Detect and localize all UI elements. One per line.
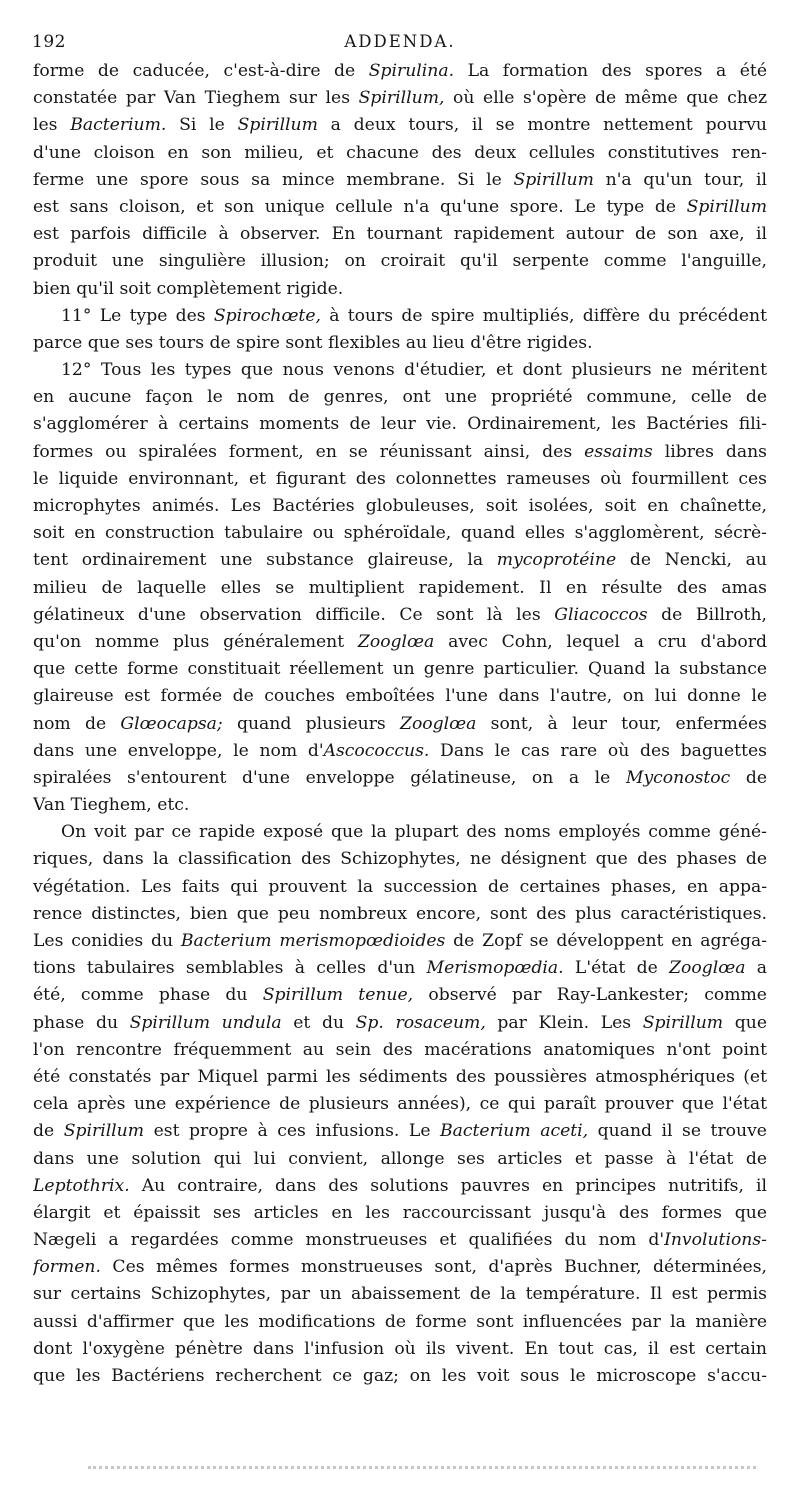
- text-line: [33, 167, 767, 194]
- text-run: Au contraire, dans des solutions pauvres en principes nutritifs, il: [129, 1175, 767, 1196]
- text-run: libres dans: [652, 441, 767, 462]
- text-line: [33, 901, 767, 928]
- text-run: Si le: [166, 115, 238, 136]
- text-run: 12° Tous les types que nous venons d'étudier, et dont plusieurs ne méritent: [61, 360, 767, 381]
- running-head: ADDENDA.: [344, 32, 456, 51]
- text-line: [33, 738, 767, 765]
- text-run: milieu de laquelle elles se multiplient rapidement. Il en résulte des amas: [33, 577, 767, 598]
- text-line: [33, 792, 767, 819]
- text-run: le liquide environnant, et figurant des colonnettes rameuses où fourmillent ces: [33, 468, 767, 489]
- text-run: dans une solution qui lui convient, allonge ses articles et passe à l'état de: [33, 1148, 767, 1169]
- text-line: [33, 547, 767, 574]
- text-line: [33, 1200, 767, 1227]
- italic-term: formen.: [33, 1257, 101, 1278]
- text-line: [33, 575, 767, 602]
- text-run: On voit par ce rapide exposé que la plupart des noms employés comme géné-: [61, 822, 767, 843]
- text-run: constatée par Van Tieghem sur les: [33, 88, 359, 109]
- text-run: avec Cohn, lequel a cru d'abord: [434, 631, 767, 652]
- text-run: végétation. Les faits qui prouvent la succession de certaines phases, en appa-: [33, 876, 767, 897]
- text-run: a: [745, 958, 767, 979]
- text-line: [33, 1173, 767, 1200]
- text-run: par Klein. Les: [485, 1012, 643, 1033]
- text-line: [33, 1146, 767, 1173]
- italic-term: Spirillum,: [358, 88, 445, 109]
- italic-term: Leptothrix.: [33, 1175, 130, 1196]
- italic-term: Involutions-: [664, 1230, 767, 1251]
- text-line: [33, 330, 767, 357]
- text-run: nom de: [33, 713, 121, 734]
- text-run: Les conidies du: [33, 931, 181, 951]
- text-run: glaireuse est formée de couches emboîtées l'une dans l'autre, on lui donne le: [33, 686, 767, 707]
- italic-term: Glœocapsa;: [120, 713, 223, 734]
- text-run: Van Tieghem, etc.: [33, 795, 190, 816]
- text-run: parce que ses tours de spire sont flexibles au lieu d'être rigides.: [33, 332, 593, 353]
- text-line: [33, 711, 767, 738]
- text-run: Ces mêmes formes monstrueuses sont, d'après Buchner, déterminées,: [100, 1257, 767, 1278]
- text-line: [33, 493, 767, 520]
- text-run: de Billroth,: [647, 604, 767, 625]
- text-run: n'a qu'un tour, il: [593, 169, 767, 190]
- text-line: [33, 1336, 767, 1363]
- text-line: [33, 1091, 767, 1118]
- text-run: que: [723, 1012, 767, 1033]
- text-run: de Nencki, au: [616, 550, 767, 571]
- italic-term: Spirillum: [513, 169, 594, 190]
- italic-term: Merismopœdia.: [426, 958, 564, 979]
- page-number: 192: [32, 32, 66, 52]
- text-run: soit en construction tabulaire ou sphéroïdale, quand elles s'agglomèrent, sécrè-: [33, 523, 767, 544]
- text-line: [33, 276, 767, 303]
- text-line: [33, 982, 767, 1009]
- text-run: riques, dans la classification des Schizophytes, ne désignent que des phases de: [33, 849, 767, 870]
- text-line: [33, 819, 767, 846]
- text-run: microphytes animés. Les Bactéries globuleuses, soit isolées, soit en chaînette,: [33, 496, 767, 516]
- text-run: cela après une expérience de plusieurs années), ce qui paraît prouver que l'état: [33, 1094, 767, 1115]
- text-run: est propre à ces infusions. Le: [144, 1121, 441, 1142]
- text-run: aussi d'affirmer que les modifications de forme sont influencées par la manière: [33, 1311, 767, 1332]
- text-run: La formation des spores a été: [454, 61, 767, 81]
- text-run: gélatineux d'une observation difficile. Ce sont là les: [33, 604, 555, 625]
- text-line: [33, 112, 767, 139]
- text-line: [33, 357, 767, 384]
- text-run: a deux tours, il se montre nettement pourvu: [317, 115, 767, 136]
- italic-term: Bacterium.: [70, 115, 167, 136]
- italic-term: Spirillum: [237, 115, 318, 136]
- text-run: que cette forme constituait réellement un genre particulier. Quand la substance: [33, 659, 767, 680]
- text-line: [33, 466, 767, 493]
- text-run: tent ordinairement une substance glaireuse, la: [33, 550, 497, 571]
- text-run: ferme une spore sous sa mince membrane. Si le: [33, 169, 514, 190]
- text-line: [33, 1064, 767, 1091]
- text-run: de: [730, 767, 767, 788]
- text-line: [33, 656, 767, 683]
- italic-term: Zooglœa: [357, 631, 435, 652]
- text-line: [33, 411, 767, 438]
- text-line: [33, 221, 767, 248]
- italic-term: Spirillum: [63, 1121, 145, 1142]
- text-line: [33, 683, 767, 710]
- text-line: [33, 1309, 767, 1336]
- italic-term: Spirillum undula: [129, 1012, 282, 1033]
- italic-term: Spirillum: [642, 1012, 724, 1033]
- text-run: dans une enveloppe, le nom d': [33, 740, 324, 761]
- text-line: [33, 439, 767, 466]
- text-run: où elle s'opère de même que chez: [444, 88, 767, 109]
- text-line: [33, 248, 767, 275]
- italic-term: Bacterium merismopœdioides: [180, 931, 446, 951]
- text-run: quand il se trouve: [588, 1121, 767, 1142]
- text-run: de Zopf se développent en agréga-: [445, 931, 767, 951]
- text-run: Nægeli a regardées comme monstrueuses et qualifiées du nom d': [33, 1230, 665, 1251]
- page-header: [32, 32, 768, 56]
- text-run: et du: [281, 1012, 356, 1033]
- text-line: [33, 58, 767, 85]
- italic-term: essaims: [584, 441, 653, 462]
- text-run: forme de caducée, c'est-à-dire de: [33, 61, 369, 81]
- italic-term: Spirochœte,: [213, 305, 321, 326]
- text-run: sur certains Schizophytes, par un abaissement de la température. Il est permis: [33, 1284, 767, 1305]
- italic-term: Zooglœa: [669, 958, 746, 979]
- italic-term: Sp. rosaceum,: [355, 1012, 486, 1033]
- bottom-bleed-through: [88, 1466, 756, 1473]
- text-run: formes ou spiralées forment, en se réunissant ainsi, des: [33, 441, 585, 462]
- italic-term: mycoprotéine: [496, 550, 617, 571]
- italic-term: Bacterium aceti,: [440, 1121, 589, 1142]
- text-run: quand plusieurs: [222, 713, 400, 734]
- text-run: à tours de spire multipliés, diffère du précédent: [320, 305, 767, 326]
- text-line: [33, 874, 767, 901]
- text-line: [33, 520, 767, 547]
- text-run: été constatés par Miquel parmi les sédiments des poussières atmosphériques (et: [33, 1066, 767, 1087]
- body-text: [33, 58, 767, 1390]
- text-run: observé par Ray-Lankester; comme: [413, 985, 767, 1006]
- text-run: d'une cloison en son milieu, et chacune des deux cellules constitutives ren-: [33, 142, 767, 163]
- text-run: est parfois difficile à observer. En tournant rapidement autour de son axe, il: [33, 224, 767, 245]
- text-line: [33, 602, 767, 629]
- text-line: [33, 1118, 767, 1145]
- text-line: [33, 303, 767, 330]
- italic-term: Spirillum tenue,: [262, 985, 414, 1006]
- italic-term: Gliacoccos: [554, 604, 648, 625]
- text-line: [33, 194, 767, 221]
- italic-term: Spirulina.: [368, 61, 455, 81]
- text-run: Dans le cas rare où des baguettes: [429, 740, 767, 761]
- text-run: que les Bactériens recherchent ce gaz; on les voit sous le microscope s'accu-: [33, 1366, 767, 1386]
- text-line: [33, 846, 767, 873]
- italic-term: Myconostoc: [625, 767, 731, 788]
- text-line: [33, 765, 767, 792]
- text-run: phase du: [33, 1012, 130, 1033]
- text-run: produit une singulière illusion; on croirait qu'il serpente comme l'anguille,: [33, 251, 767, 272]
- text-run: qu'on nomme plus généralement: [33, 631, 358, 652]
- text-run: les: [33, 115, 71, 136]
- text-line: [33, 384, 767, 411]
- text-line: [33, 140, 767, 167]
- text-line: [33, 1363, 767, 1390]
- text-run: tions tabulaires semblables à celles d'un: [33, 958, 427, 979]
- italic-term: Zooglœa: [400, 713, 477, 734]
- text-run: rence distinctes, bien que peu nombreux encore, sont des plus caractéristiques.: [33, 903, 767, 924]
- text-line: [33, 1010, 767, 1037]
- text-run: élargit et épaissit ses articles en les raccourcissant jusqu'à des formes que: [33, 1202, 767, 1223]
- text-line: [33, 1227, 767, 1254]
- text-run: dont l'oxygène pénètre dans l'infusion où ils vivent. En tout cas, il est certain: [33, 1338, 767, 1359]
- text-line: [33, 1037, 767, 1064]
- text-line: [33, 1281, 767, 1308]
- text-run: L'état de: [563, 958, 670, 979]
- text-run: est sans cloison, et son unique cellule n'a qu'une spore. Le type de: [33, 196, 687, 217]
- text-run: 11° Le type des: [61, 305, 214, 326]
- text-run: l'on rencontre fréquemment au sein des macérations anatomiques n'ont point: [33, 1039, 767, 1060]
- text-line: [33, 1254, 767, 1281]
- text-run: été, comme phase du: [33, 985, 263, 1006]
- text-run: de: [33, 1121, 64, 1142]
- text-run: en aucune façon le nom de genres, ont une propriété commune, celle de: [33, 387, 767, 408]
- text-run: spiralées s'entourent d'une enveloppe gélatineuse, on a le: [33, 767, 626, 788]
- text-line: [33, 629, 767, 656]
- text-run: sont, à leur tour, enfermées: [476, 713, 767, 734]
- text-line: [33, 928, 767, 955]
- text-run: s'agglomérer à certains moments de leur vie. Ordinairement, les Bactéries fili-: [33, 414, 767, 435]
- text-line: [33, 85, 767, 112]
- italic-term: Ascococcus.: [323, 740, 430, 761]
- text-run: bien qu'il soit complètement rigide.: [33, 278, 344, 299]
- text-line: [33, 955, 767, 982]
- italic-term: Spirillum: [686, 196, 767, 217]
